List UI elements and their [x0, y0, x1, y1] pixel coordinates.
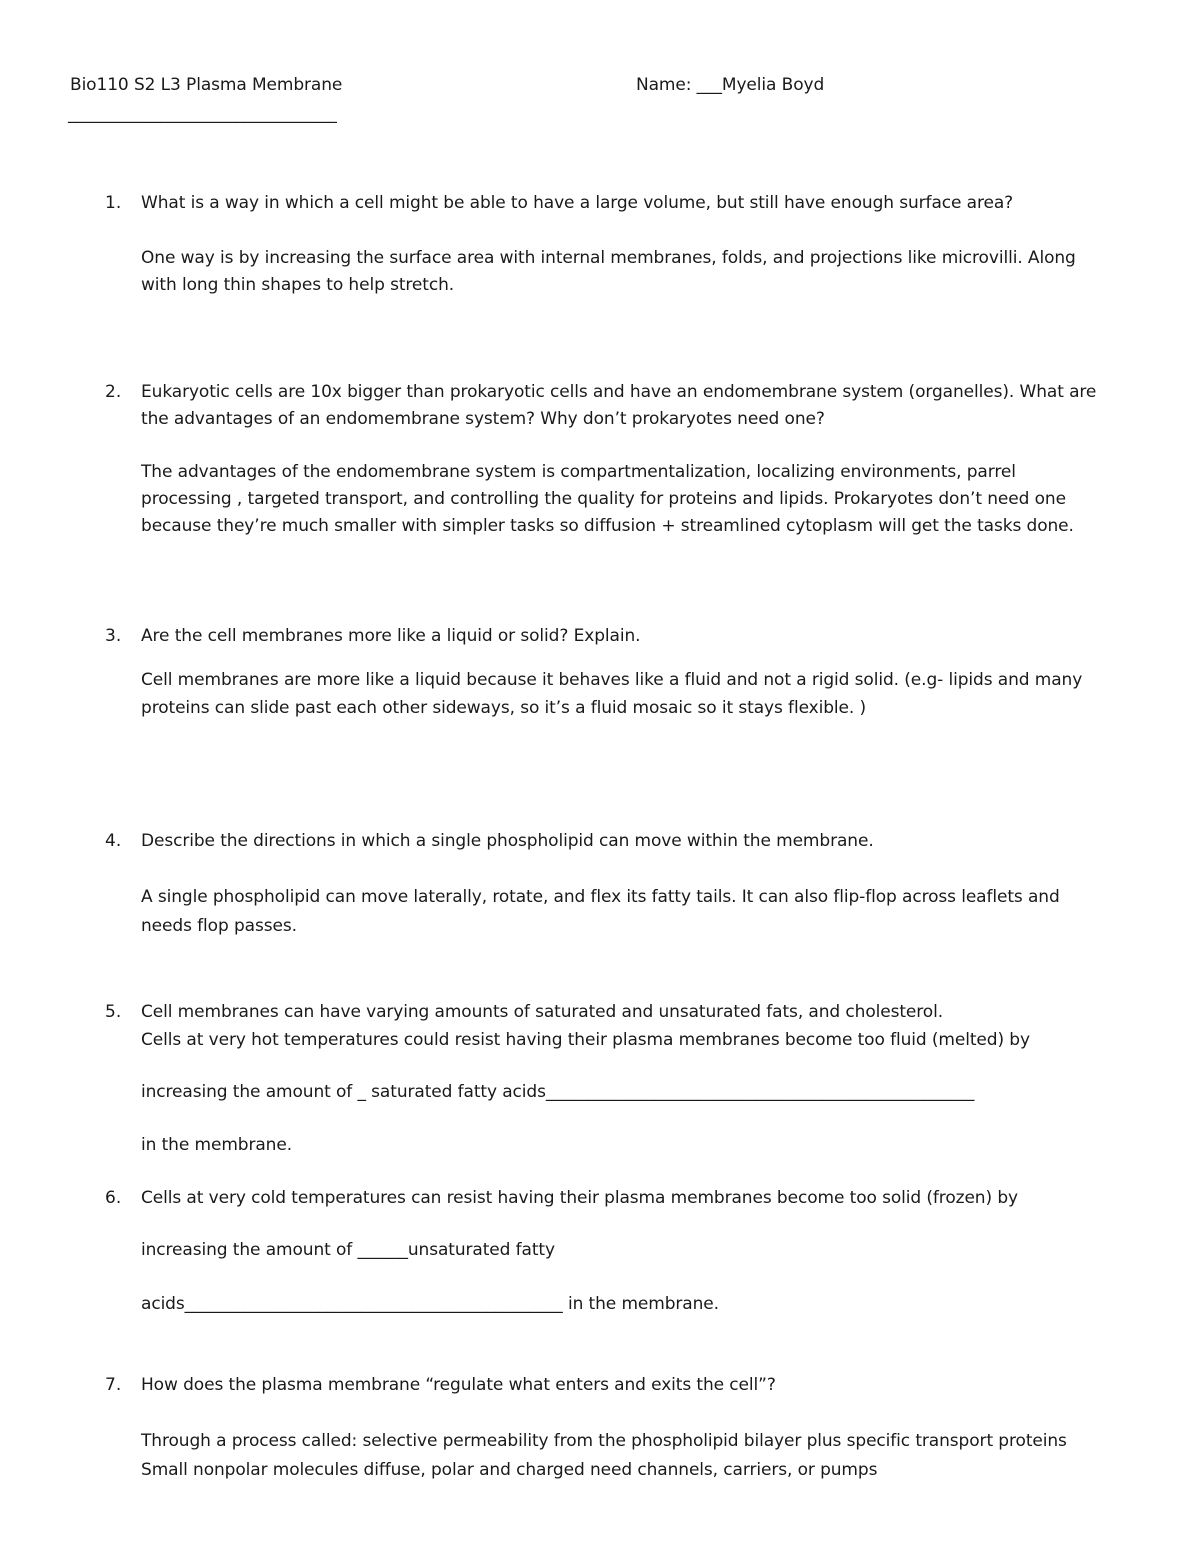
- question-1-answer-line: with long thin shapes to help stretch.: [141, 275, 455, 295]
- question-7-answer-line: Small nonpolar molecules diffuse, polar and charged need channels, carriers, or pumps: [141, 1460, 878, 1480]
- question-7-number: 7.: [105, 1375, 122, 1395]
- question-1-answer-line: One way is by increasing the surface area with internal membranes, folds, and projections like microvilli. Along: [141, 248, 1076, 268]
- question-5-prompt: Cells at very hot temperatures could resist having their plasma membranes become too fluid (melted) by: [141, 1030, 1030, 1050]
- question-1-number: 1.: [105, 193, 122, 213]
- question-4-number: 4.: [105, 831, 122, 851]
- question-7-answer-line: Through a process called: selective permeability from the phospholipid bilayer plus specific transport proteins: [141, 1431, 1067, 1451]
- question-6-answer-line: increasing the amount of ______unsaturated fatty: [141, 1240, 555, 1260]
- question-2-prompt: the advantages of an endomembrane system? Why don’t prokaryotes need one?: [141, 409, 825, 429]
- question-2-prompt: Eukaryotic cells are 10x bigger than prokaryotic cells and have an endomembrane system (organelles). What are: [141, 382, 1097, 402]
- question-5-answer-line: in the membrane.: [141, 1135, 293, 1155]
- question-2-answer-line: because they’re much smaller with simpler tasks so diffusion + streamlined cytoplasm will get the tasks done.: [141, 516, 1074, 536]
- question-3-number: 3.: [105, 626, 122, 646]
- header-underline: ________________________________: [68, 104, 337, 124]
- question-1-prompt: What is a way in which a cell might be able to have a large volume, but still have enough surface area?: [141, 193, 1014, 213]
- student-name-field: Name: ___Myelia Boyd: [636, 75, 825, 95]
- question-6-number: 6.: [105, 1188, 122, 1208]
- question-2-answer-line: The advantages of the endomembrane system is compartmentalization, localizing environments, parrel: [141, 462, 1016, 482]
- question-4-answer-line: A single phospholipid can move laterally, rotate, and flex its fatty tails. It can also flip-flop across leaflets and: [141, 887, 1060, 907]
- question-2-number: 2.: [105, 382, 122, 402]
- question-6-answer-line: acids_____________________________________________ in the membrane.: [141, 1294, 719, 1314]
- question-5-answer-line: increasing the amount of _ saturated fatty acids___________________________________________________: [141, 1082, 975, 1102]
- question-6-prompt: Cells at very cold temperatures can resist having their plasma membranes become too solid (frozen) by: [141, 1188, 1018, 1208]
- question-5-number: 5.: [105, 1002, 122, 1022]
- question-4-answer-line: needs flop passes.: [141, 916, 297, 936]
- question-7-prompt: How does the plasma membrane “regulate what enters and exits the cell”?: [141, 1375, 776, 1395]
- question-3-answer-line: Cell membranes are more like a liquid because it behaves like a fluid and not a rigid solid. (e.g- lipids and many: [141, 670, 1083, 690]
- question-2-answer-line: processing , targeted transport, and controlling the quality for proteins and lipids. Prokaryotes don’t need one: [141, 489, 1066, 509]
- question-3-prompt: Are the cell membranes more like a liquid or solid? Explain.: [141, 626, 641, 646]
- question-4-prompt: Describe the directions in which a single phospholipid can move within the membrane.: [141, 831, 874, 851]
- question-3-answer-line: proteins can slide past each other sideways, so it’s a fluid mosaic so it stays flexible. ): [141, 698, 867, 718]
- course-title: Bio110 S2 L3 Plasma Membrane: [70, 75, 343, 95]
- question-5-prompt: Cell membranes can have varying amounts of saturated and unsaturated fats, and cholesterol.: [141, 1002, 944, 1022]
